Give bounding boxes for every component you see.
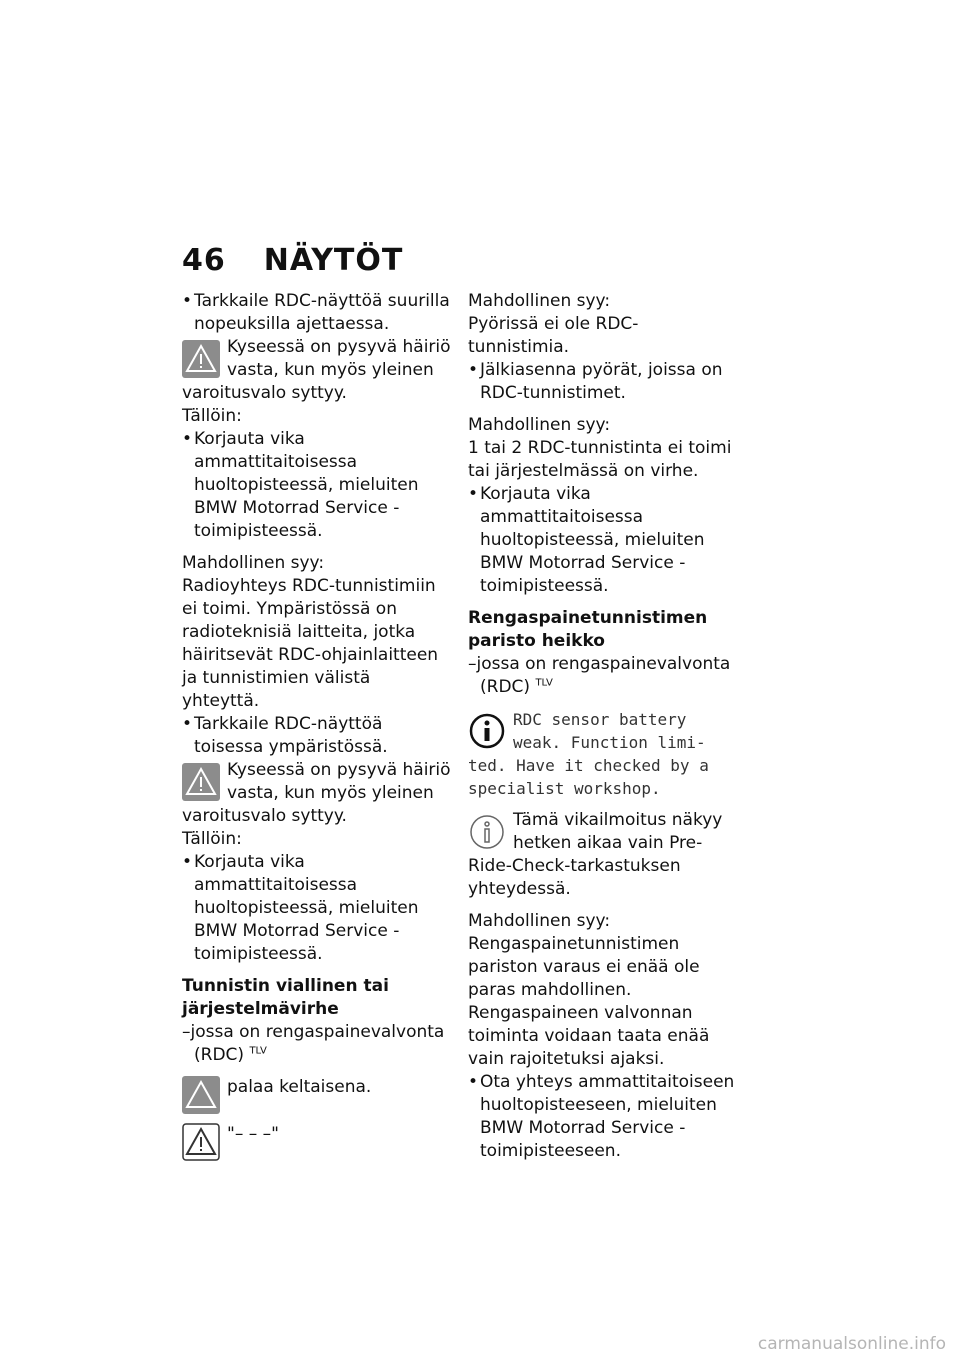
section-heading-battery-weak: Rengaspainetunnistimen paristo heikko xyxy=(468,608,708,651)
warning-triangle-icon xyxy=(182,340,220,378)
then-label-2: Tällöin: xyxy=(182,829,242,849)
possible-cause-label-4: Mahdollinen syy: xyxy=(468,911,611,931)
rdc-dashes-display: "– – –" xyxy=(227,1124,279,1144)
warning-triangle-icon xyxy=(182,763,220,801)
dash-item-rdc-1 xyxy=(182,1021,452,1067)
bullet-repair-2: • Korjauta vika ammattitaitoisessa huoltopisteessä, mieluiten BMW Motorrad Service -toimipisteessä. xyxy=(182,851,452,966)
info-note-text: Tämä vikailmoitus näkyy hetken aikaa vain Pre- xyxy=(513,810,723,853)
bullet-retrofit-wheels: • Jälkiasenna pyörät, joissa on RDC-tunnistimet. xyxy=(468,359,738,405)
info-block-note xyxy=(468,809,738,855)
possible-cause-label-1: Mahdollinen syy: xyxy=(182,553,325,573)
info-icon xyxy=(468,712,506,750)
section-heading-sensor-faulty: Tunnistin viallinen tai järjestelmävirhe xyxy=(182,976,389,1019)
bullet-observe-rdc: • Tarkkaile RDC-näyttöä suurilla nopeuksilla ajettaessa. xyxy=(182,290,452,336)
warning-text-1: Kyseessä on pysyvä häiriö vasta, kun myös yleinen xyxy=(227,337,451,380)
cause-text-1: Radioyhteys RDC-tunnistimiin ei toimi. Ympäristössä on radioteknisiä laitteita, jotka häiritsevät RDC-ohjainlaitteen ja tunnistimien välistä yhteyttä. xyxy=(182,576,439,711)
cause-text-4: Rengaspainetunnistimen pariston varaus ei enää ole paras mahdollinen. Rengaspaineen valvonnan toiminta voidaan taata enää vain rajoitetuksi ajaksi. xyxy=(468,934,710,1069)
page-title: NÄYTÖT xyxy=(263,243,404,278)
display-message-text: RDC sensor battery weak. Function limi- xyxy=(513,710,706,752)
watermark: carmanualsonline.info xyxy=(757,1334,946,1354)
page-number: 46 xyxy=(182,243,226,278)
warning-block-2 xyxy=(182,759,452,805)
bullet-observe-elsewhere: • Tarkkaile RDC-näyttöä toisessa ympäristössä. xyxy=(182,713,452,759)
warning-text-1-cont: varoitusvalo syttyy. xyxy=(182,383,347,403)
option-sup-tlv-2: TLV xyxy=(535,677,553,689)
yellow-light-text: palaa keltaisena. xyxy=(227,1077,372,1097)
cause-text-3: 1 tai 2 RDC-tunnistinta ei toimi tai järjestelmässä on virhe. xyxy=(468,438,732,481)
warning-block-1 xyxy=(182,336,452,382)
dash-item-rdc-1-text: –jossa on rengaspainevalvonta (RDC) xyxy=(182,1022,445,1065)
warning-text-2-cont: varoitusvalo syttyy. xyxy=(182,806,347,826)
dashes-row xyxy=(182,1123,452,1161)
dash-item-rdc-2-text: –jossa on rengaspainevalvonta (RDC) xyxy=(468,654,731,697)
possible-cause-label-2: Mahdollinen syy: xyxy=(468,291,611,311)
option-sup-tlv: TLV xyxy=(249,1045,267,1057)
yellow-light-row xyxy=(182,1076,452,1114)
bullet-repair-3: • Korjauta vika ammattitaitoisessa huoltopisteessä, mieluiten BMW Motorrad Service -toimipisteessä. xyxy=(468,483,738,598)
then-label-1: Tällöin: xyxy=(182,406,242,426)
warning-light-icon xyxy=(182,1076,220,1114)
possible-cause-label-3: Mahdollinen syy: xyxy=(468,415,611,435)
page-header xyxy=(182,243,403,278)
right-column xyxy=(468,290,738,1163)
warning-text-2: Kyseessä on pysyvä häiriö vasta, kun myös yleinen xyxy=(227,760,451,803)
bullet-repair-1: • Korjauta vika ammattitaitoisessa huoltopisteessä, mieluiten BMW Motorrad Service -toimipisteessä. xyxy=(182,428,452,543)
info-outline-icon xyxy=(468,813,506,851)
dash-item-rdc-2 xyxy=(468,653,738,699)
display-message-text-cont: ted. Have it checked by a specialist workshop. xyxy=(468,756,709,798)
warning-outline-icon xyxy=(182,1123,220,1161)
left-column xyxy=(182,290,452,1161)
info-note-text-cont: Ride-Check-tarkastuksen yhteydessä. xyxy=(468,856,681,899)
bullet-contact-workshop: • Ota yhteys ammattitaitoiseen huoltopisteeseen, mieluiten BMW Motorrad Service -toimipisteeseen. xyxy=(468,1071,738,1163)
info-block-mono xyxy=(468,708,738,754)
cause-text-2: Pyörissä ei ole RDC-tunnistimia. xyxy=(468,314,639,357)
